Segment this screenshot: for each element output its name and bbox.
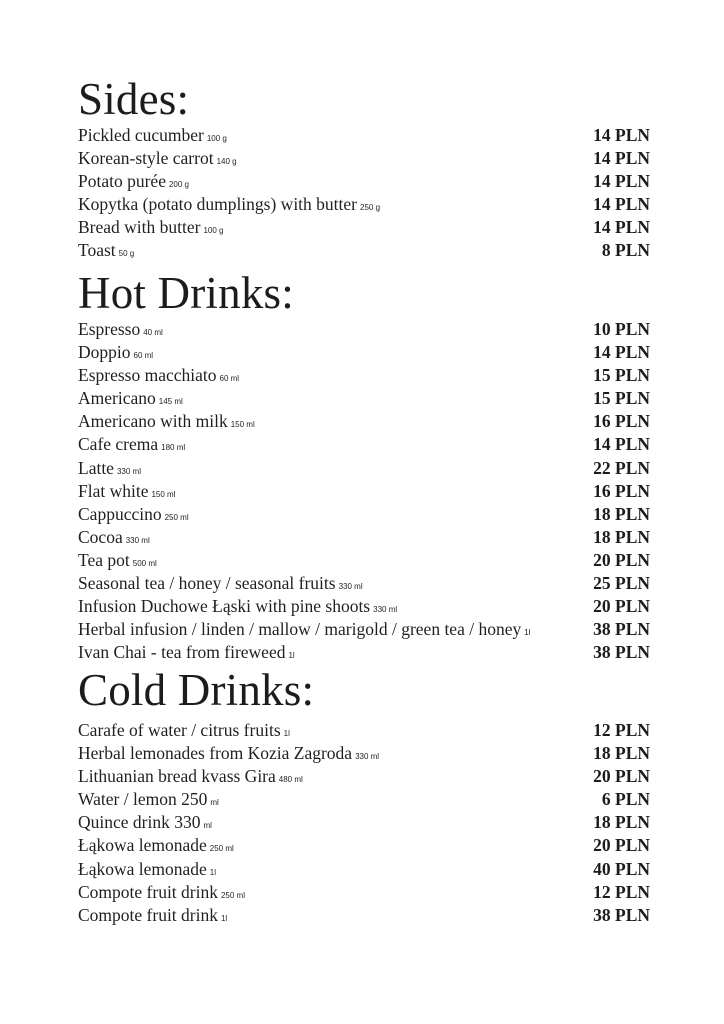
menu-item-size: 330 ml — [125, 535, 150, 545]
menu-item-name: Potato purée — [78, 171, 166, 192]
menu-item — [78, 719, 650, 742]
menu-item — [78, 572, 650, 595]
menu-item-size: 250 ml — [209, 844, 234, 854]
menu-item-size: 1l — [283, 729, 290, 738]
menu-item — [78, 239, 650, 262]
menu-item-price: 18 PLN — [593, 812, 650, 833]
section-title-sides: Sides: — [78, 74, 190, 124]
menu-item-size: 1l — [209, 867, 216, 877]
menu-item-name: Infusion Duchowe Łąski with pine shoots — [78, 596, 371, 617]
menu-item-description — [78, 572, 363, 598]
menu-item-size: 200 g — [168, 180, 189, 190]
menu-item-description — [78, 549, 157, 575]
menu-item — [78, 834, 650, 857]
menu-item-price: 14 PLN — [593, 148, 650, 169]
menu-item-name: Korean-style carrot — [78, 148, 214, 169]
menu-item-size: 60 ml — [133, 351, 154, 361]
menu-item-name: Compote fruit drink — [78, 904, 218, 925]
menu-item-price: 20 PLN — [593, 549, 650, 570]
menu-item-name: Łąkowa lemonade — [78, 858, 207, 879]
menu-item-size: 330 ml — [116, 466, 141, 476]
menu-item-size: 250 g — [360, 203, 381, 213]
menu-item — [78, 858, 650, 881]
menu-item-description — [78, 858, 216, 884]
menu-item-price: 18 PLN — [593, 503, 650, 524]
menu-item — [78, 364, 650, 387]
menu-item-price: 25 PLN — [593, 573, 650, 594]
menu-item-price: 20 PLN — [593, 835, 650, 856]
menu-item-size: 250 ml — [164, 512, 189, 522]
menu-item — [78, 742, 650, 765]
menu-item-description — [78, 341, 153, 367]
menu-item-size: 140 g — [216, 157, 237, 167]
menu-item-size: 330 ml — [355, 752, 380, 762]
menu-item-price: 6 PLN — [601, 789, 650, 810]
menu-item — [78, 193, 650, 216]
menu-item — [78, 124, 650, 147]
menu-item-description — [78, 147, 237, 173]
menu-item-name: Toast — [78, 240, 116, 261]
menu-item-name: Water / lemon 250 — [78, 789, 208, 810]
menu-item-price: 14 PLN — [593, 125, 650, 145]
menu-item-price: 12 PLN — [593, 720, 650, 740]
menu-item-name: Herbal lemonades from Kozia Zagroda — [78, 743, 353, 764]
menu-item-price: 15 PLN — [593, 365, 650, 386]
menu-item-name: Seasonal tea / honey / seasonal fruits — [78, 573, 336, 594]
menu-item-name: Kopytka (potato dumplings) with butter — [78, 194, 357, 215]
menu-item-description — [78, 526, 150, 552]
menu-item-description — [78, 788, 219, 814]
menu-item-description — [78, 410, 255, 436]
menu-item-name: Quince drink 330 — [78, 812, 201, 833]
menu-item-name: Tea pot — [78, 549, 130, 570]
menu-item — [78, 595, 650, 618]
menu-item-name: Lithuanian bread kvass Gira — [78, 766, 276, 787]
menu-item-name: Espresso macchiato — [78, 365, 217, 386]
menu-item — [78, 641, 650, 664]
menu-item-size: 1l — [524, 628, 531, 638]
menu-item-name: Pickled cucumber — [78, 125, 204, 145]
menu-item-price: 38 PLN — [593, 642, 650, 663]
menu-item-name: Latte — [78, 457, 114, 478]
menu-item-description — [78, 433, 185, 459]
menu-item-size: 100 g — [206, 134, 227, 143]
menu-item-price: 14 PLN — [593, 194, 650, 215]
menu-item — [78, 811, 650, 834]
menu-item-price: 16 PLN — [593, 480, 650, 501]
menu-item-price: 22 PLN — [593, 457, 650, 478]
menu-item-name: Carafe of water / citrus fruits — [78, 720, 281, 740]
menu-item — [78, 433, 650, 456]
menu-item-price: 12 PLN — [593, 881, 650, 902]
menu-item — [78, 410, 650, 433]
menu-item — [78, 526, 650, 549]
menu-item-price: 10 PLN — [593, 319, 650, 339]
menu-item — [78, 904, 650, 927]
menu-item-description — [78, 765, 303, 791]
menu-item-price: 8 PLN — [601, 240, 650, 261]
menu-item-name: Cappuccino — [78, 503, 162, 524]
menu-item-description — [78, 170, 189, 196]
menu-item-description — [78, 124, 227, 150]
menu-item-description — [78, 881, 245, 907]
menu-item-description — [78, 719, 290, 745]
menu-item — [78, 618, 650, 641]
menu-item-size: 250 ml — [220, 890, 245, 900]
section-title-hot-drinks: Hot Drinks: — [78, 268, 294, 318]
hot-drinks-list — [78, 318, 650, 664]
menu-item-size: 330 ml — [373, 605, 398, 615]
menu-item — [78, 503, 650, 526]
menu-item-price: 38 PLN — [593, 619, 650, 640]
menu-item-price: 38 PLN — [593, 904, 650, 925]
menu-item-price: 15 PLN — [593, 388, 650, 409]
menu-item-size: 330 ml — [338, 582, 363, 592]
menu-item — [78, 341, 650, 364]
menu-item-description — [78, 811, 212, 837]
menu-item-name: Espresso — [78, 319, 141, 339]
menu-item-name: Cocoa — [78, 526, 123, 547]
sides-list — [78, 124, 650, 263]
menu-item — [78, 480, 650, 503]
menu-item-price: 20 PLN — [593, 596, 650, 617]
menu-item-size: 480 ml — [278, 775, 303, 785]
menu-item — [78, 216, 650, 239]
menu-item-description — [78, 457, 141, 483]
menu-item-size: 145 ml — [158, 397, 183, 407]
menu-item-name: Doppio — [78, 342, 131, 363]
menu-item — [78, 170, 650, 193]
menu-item-size: 60 ml — [219, 374, 240, 384]
menu-item-name: Cafe crema — [78, 434, 159, 455]
section-title-cold-drinks: Cold Drinks: — [78, 665, 315, 715]
menu-item-price: 20 PLN — [593, 766, 650, 787]
menu-item-description — [78, 595, 397, 621]
section-sides — [78, 76, 650, 263]
menu-item-size: 1l — [288, 651, 295, 661]
menu-item-description — [78, 216, 224, 242]
menu-item-size: 500 ml — [132, 558, 157, 568]
menu-item-description — [78, 834, 234, 860]
section-hot-drinks — [78, 270, 650, 664]
menu-item — [78, 549, 650, 572]
menu-item-price: 18 PLN — [593, 526, 650, 547]
menu-item-size: 100 g — [203, 226, 224, 236]
menu-item-description — [78, 239, 134, 265]
menu-item-name: Herbal infusion / linden / mallow / marigold / green tea / honey — [78, 619, 522, 640]
menu-item-size: 150 ml — [151, 489, 176, 499]
menu-item-description — [78, 641, 295, 667]
menu-item-size: 180 ml — [161, 443, 186, 453]
menu-item-description — [78, 618, 530, 644]
menu-item-size: 50 g — [118, 249, 135, 259]
menu-item-name: Americano — [78, 388, 156, 409]
menu-item-price: 18 PLN — [593, 743, 650, 764]
menu-item — [78, 387, 650, 410]
menu-item-size: ml — [203, 821, 212, 831]
menu-item — [78, 881, 650, 904]
menu-item-price: 14 PLN — [593, 342, 650, 363]
menu-item-price: 14 PLN — [593, 171, 650, 192]
menu-item-size: 40 ml — [143, 328, 163, 337]
menu-item-description — [78, 318, 163, 344]
menu-item-description — [78, 364, 239, 390]
menu-item-name: Łąkowa lemonade — [78, 835, 207, 856]
menu-item-size: ml — [210, 798, 219, 808]
menu-item-name: Compote fruit drink — [78, 881, 218, 902]
menu-item-description — [78, 480, 176, 506]
menu-item-size: 1l — [220, 913, 228, 923]
menu-item-description — [78, 742, 379, 768]
menu-item — [78, 788, 650, 811]
menu-item-price: 16 PLN — [593, 411, 650, 432]
menu-item-price: 14 PLN — [593, 434, 650, 455]
menu-item-description — [78, 387, 183, 413]
menu-item — [78, 457, 650, 480]
menu-item-size: 150 ml — [230, 420, 255, 430]
menu-item-description — [78, 904, 227, 930]
menu-item-price: 14 PLN — [593, 217, 650, 238]
menu-item-description — [78, 193, 380, 219]
section-cold-drinks — [78, 667, 650, 927]
menu-item-price: 40 PLN — [593, 858, 650, 879]
menu-item — [78, 147, 650, 170]
menu-item-name: Americano with milk — [78, 411, 228, 432]
menu-item-name: Ivan Chai - tea from fireweed — [78, 642, 286, 663]
menu-item — [78, 318, 650, 341]
menu-item-description — [78, 503, 189, 529]
menu-item-name: Flat white — [78, 480, 149, 501]
menu-item-name: Bread with butter — [78, 217, 201, 238]
cold-drinks-list — [78, 719, 650, 927]
menu-item — [78, 765, 650, 788]
